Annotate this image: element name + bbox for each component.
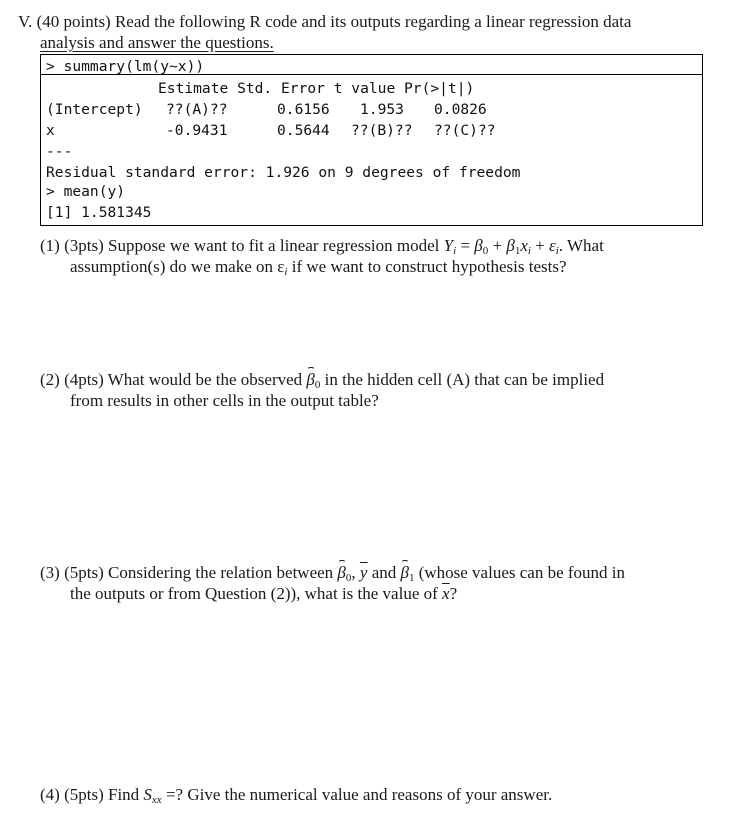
- row-intercept-se: 0.6156: [277, 101, 330, 118]
- row-x-p: ??(C)??: [434, 122, 496, 139]
- question-4-line1: (4) (5pts) Find $S_{xx}$ =? Give the numerical value and reasons of your answer.: [40, 785, 553, 806]
- question-1-line1: (1) (3pts) Suppose we want to fit a linear regression model $Y_i = \beta_0 + \beta_1x_i + \varepsilon_i$. What: [40, 236, 604, 257]
- r-command-mean: > mean(y): [46, 183, 126, 200]
- signif-dashes: ---: [46, 143, 73, 160]
- mean-output: [1] 1.581345: [46, 204, 152, 221]
- question-3-line2: the outputs or from Question (2)), what is the value of $\overline{x}$?: [70, 584, 458, 603]
- coef-table-header: Estimate Std. Error t value Pr(>|t|): [158, 80, 475, 97]
- row-x-se: 0.5644: [277, 122, 330, 139]
- r-command-summary: > summary(lm(y~x)): [46, 58, 205, 75]
- question-2-line1: (2) (4pts) What would be the observed $\beta_0$ in the hidden cell (A) that can be implied: [40, 370, 605, 391]
- residual-se-line: Residual standard error: 1.926 on 9 degrees of freedom: [46, 164, 521, 181]
- row-intercept-p: 0.0826: [434, 101, 487, 118]
- row-x-name: x: [46, 122, 55, 139]
- question-1-line2: assumption(s) do we make on $\varepsilon_i$ if we want to construct hypothesis tests?: [70, 257, 567, 278]
- problem-header-line1: V. (40 points) Read the following R code and its outputs regarding a linear regression data: [18, 12, 632, 31]
- row-x-estimate: -0.9431: [166, 122, 228, 139]
- row-intercept-name: (Intercept): [46, 101, 143, 118]
- question-2-line2: from results in other cells in the output table?: [70, 391, 379, 410]
- row-intercept-estimate: ??(A)??: [166, 101, 228, 118]
- row-intercept-t: 1.953: [360, 101, 404, 118]
- question-3-line1: (3) (5pts) Considering the relation between $\beta_0$, $\overline{y}$ and $\beta_1$ (whose values can be found in: [40, 563, 626, 584]
- row-x-t: ??(B)??: [351, 122, 413, 139]
- problem-header-line2: analysis and answer the questions.: [40, 33, 274, 52]
